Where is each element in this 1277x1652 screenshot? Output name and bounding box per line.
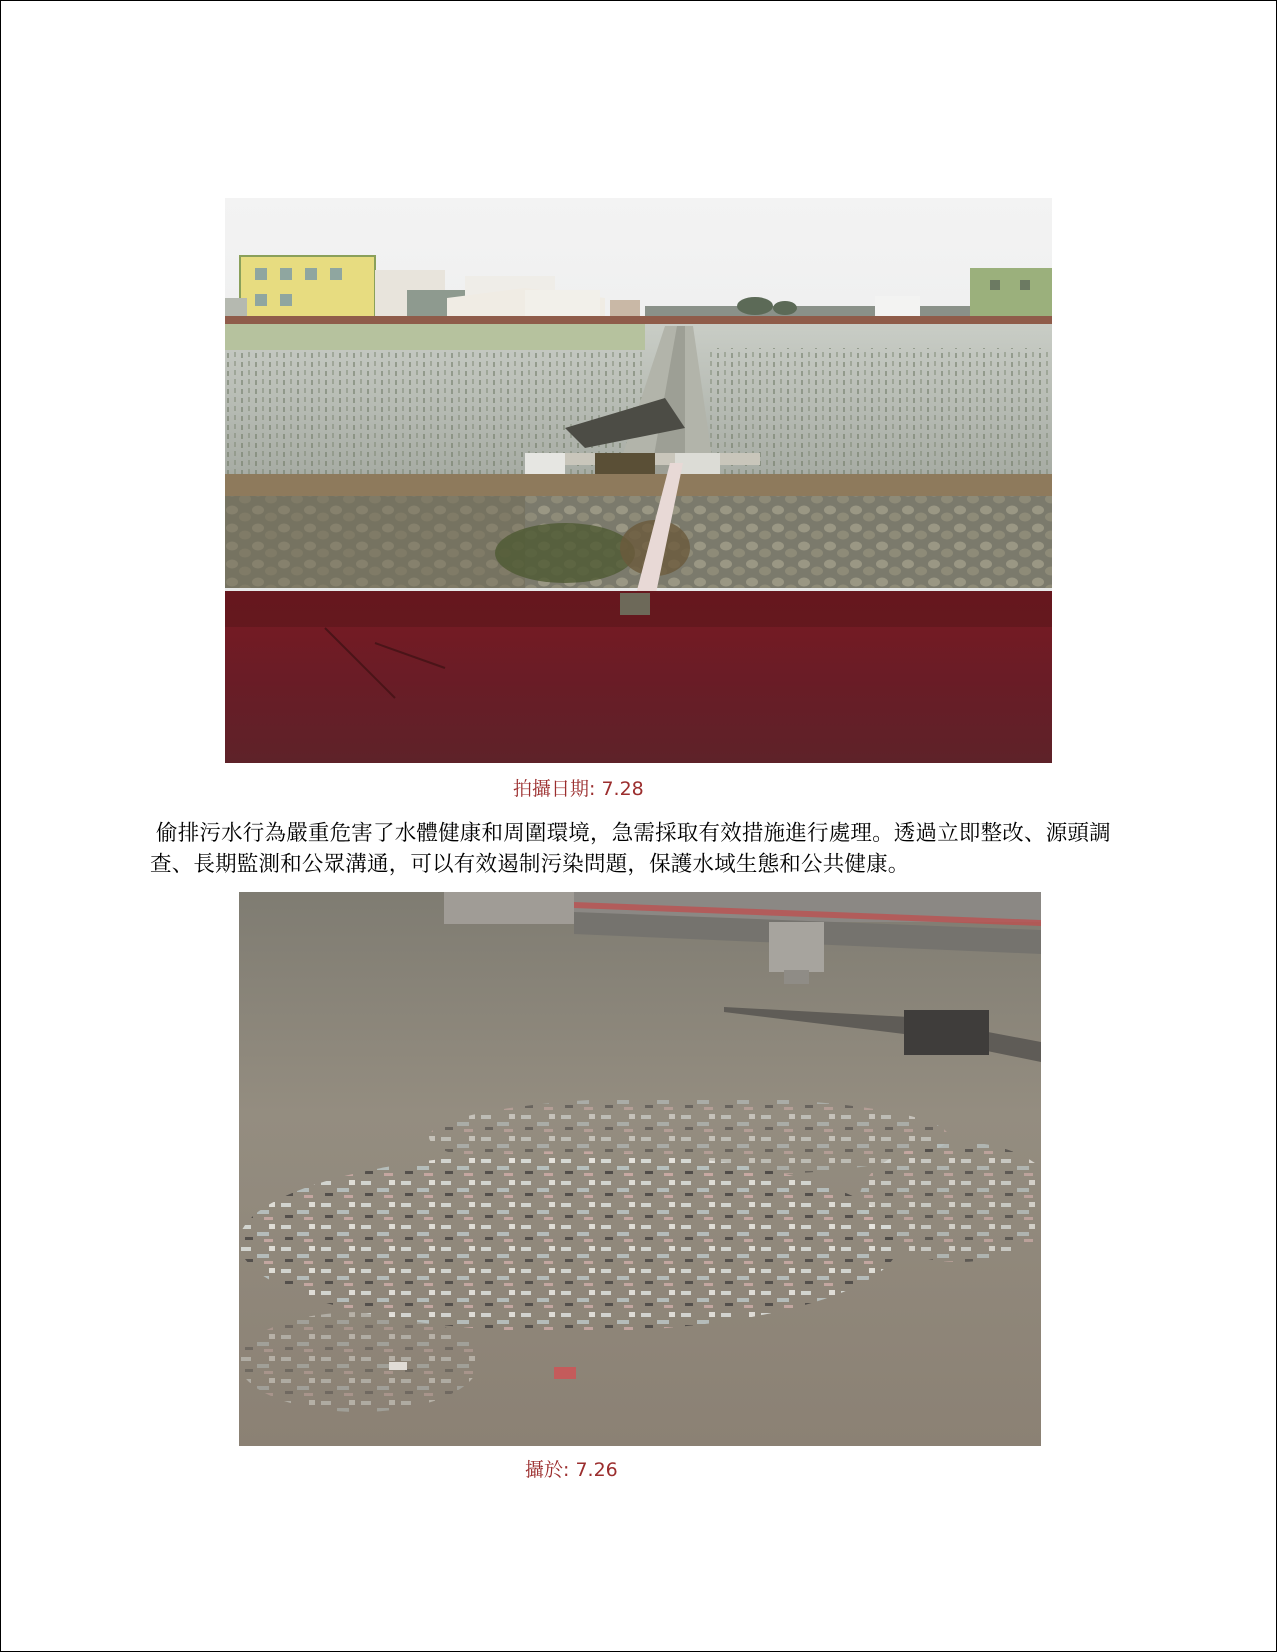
description-paragraph: 偷排污水行為嚴重危害了水體健康和周圍環境，急需採取有效措施進行處理。透過立即整改、源頭調查、長期監測和公眾溝通，可以有效遏制污染問題，保護水域生態和公共健康。 [150, 821, 1111, 877]
photo1-caption: 拍攝日期: 7.28 [513, 778, 644, 800]
polluted-canal-photo [225, 198, 1052, 763]
river-garbage-photo [239, 892, 1041, 1446]
photo2-caption: 攝於: 7.26 [525, 1459, 618, 1481]
